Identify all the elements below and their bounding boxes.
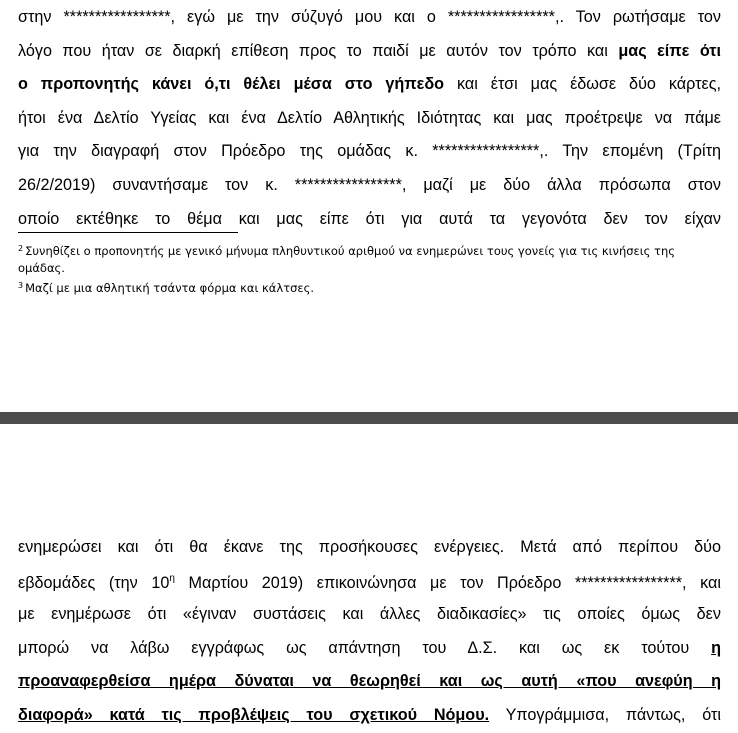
footnote-text: Συνηθίζει ο προπονητής με γενικό μήνυμα πληθυντικού αριθμού να ενημερώνει τους γονείς για τις κινήσεις της ομάδας. [18, 244, 676, 275]
text-line [18, 169, 721, 203]
text-segment: η [711, 638, 721, 657]
footnote-text: Μαζί με μια αθλητική τσάντα φόρμα και κάλτσες. [25, 281, 315, 295]
text-segment: Μαρτίου 2019) επικοινώνησα με τον Πρόεδρο *****************, και [174, 574, 721, 593]
text-line [18, 135, 721, 169]
text-segment: λόγο που ήταν σε διαρκή επίθεση προς το παιδί με αυτόν τον τρόπο και [18, 41, 619, 60]
footnote-3 [18, 277, 723, 297]
text-line [18, 699, 721, 733]
footnote-2 [18, 240, 723, 277]
footnote-separator [18, 232, 238, 233]
text-line [18, 35, 721, 69]
text-segment: 26/2/2019) συναντήσαμε τον κ. *****************, μαζί με δύο άλλα πρόσωπα στον [18, 175, 721, 194]
page-1-body-text [18, 1, 721, 236]
text-line [18, 1, 721, 35]
text-segment: με ενημέρωσε ότι «έγιναν συστάσεις και άλλες διαδικασίες» τις οποίες όμως δεν [18, 605, 721, 624]
text-segment: οποίο εκτέθηκε το θέμα και μας είπε ότι για αυτά τα γεγονότα δεν τον είχαν [18, 209, 721, 228]
text-segment: ο προπονητής κάνει ό,τι θέλει μέσα στο γήπεδο [18, 75, 445, 94]
text-line [18, 598, 721, 632]
text-segment: στην *****************, εγώ με την σύζυγό μου και ο *****************,. Τον ρωτήσαμε τον [18, 8, 721, 26]
text-segment: εβδομάδες (την 10 [18, 574, 170, 593]
text-segment: διαφορά» κατά τις προβλέψεις του σχετικού Νόμου. [18, 705, 490, 724]
text-segment: ενημερώσει και ότι θα έκανε της προσήκουσες ενέργειες. Μετά από περίπου δύο [18, 538, 721, 556]
text-segment: μας είπε ότι [618, 41, 721, 60]
text-line [18, 665, 721, 699]
text-line [18, 102, 721, 136]
text-segment: η [169, 573, 175, 585]
text-line [18, 565, 721, 599]
text-segment: και έτσι μας έδωσε δύο κάρτες, [444, 75, 721, 94]
text-line [18, 632, 721, 666]
text-line [18, 531, 721, 565]
text-segment: μπορώ να λάβω εγγράφως ως απάντηση του Δ.Σ. και ως εκ τούτου [18, 638, 712, 657]
page-2-body-text [18, 531, 721, 733]
text-line [18, 68, 721, 102]
text-segment: Υπογράμμισα, πάντως, ότι [489, 705, 721, 724]
page-break [0, 412, 738, 424]
footnote-number: 2 [18, 244, 24, 253]
text-segment: προαναφερθείσα ημέρα δύναται να θεωρηθεί και ως αυτή «που ανεφύη η [18, 672, 721, 691]
footnotes [18, 240, 723, 297]
footnote-number: 3 [18, 281, 24, 290]
text-segment: ήτοι ένα Δελτίο Υγείας και ένα Δελτίο Αθλητικής Ιδιότητας και μας προέτρεψε να πάμε [18, 108, 721, 127]
text-segment: για την διαγραφή στον Πρόεδρο της ομάδας κ. *****************,. Την επομένη (Τρίτη [18, 142, 721, 161]
